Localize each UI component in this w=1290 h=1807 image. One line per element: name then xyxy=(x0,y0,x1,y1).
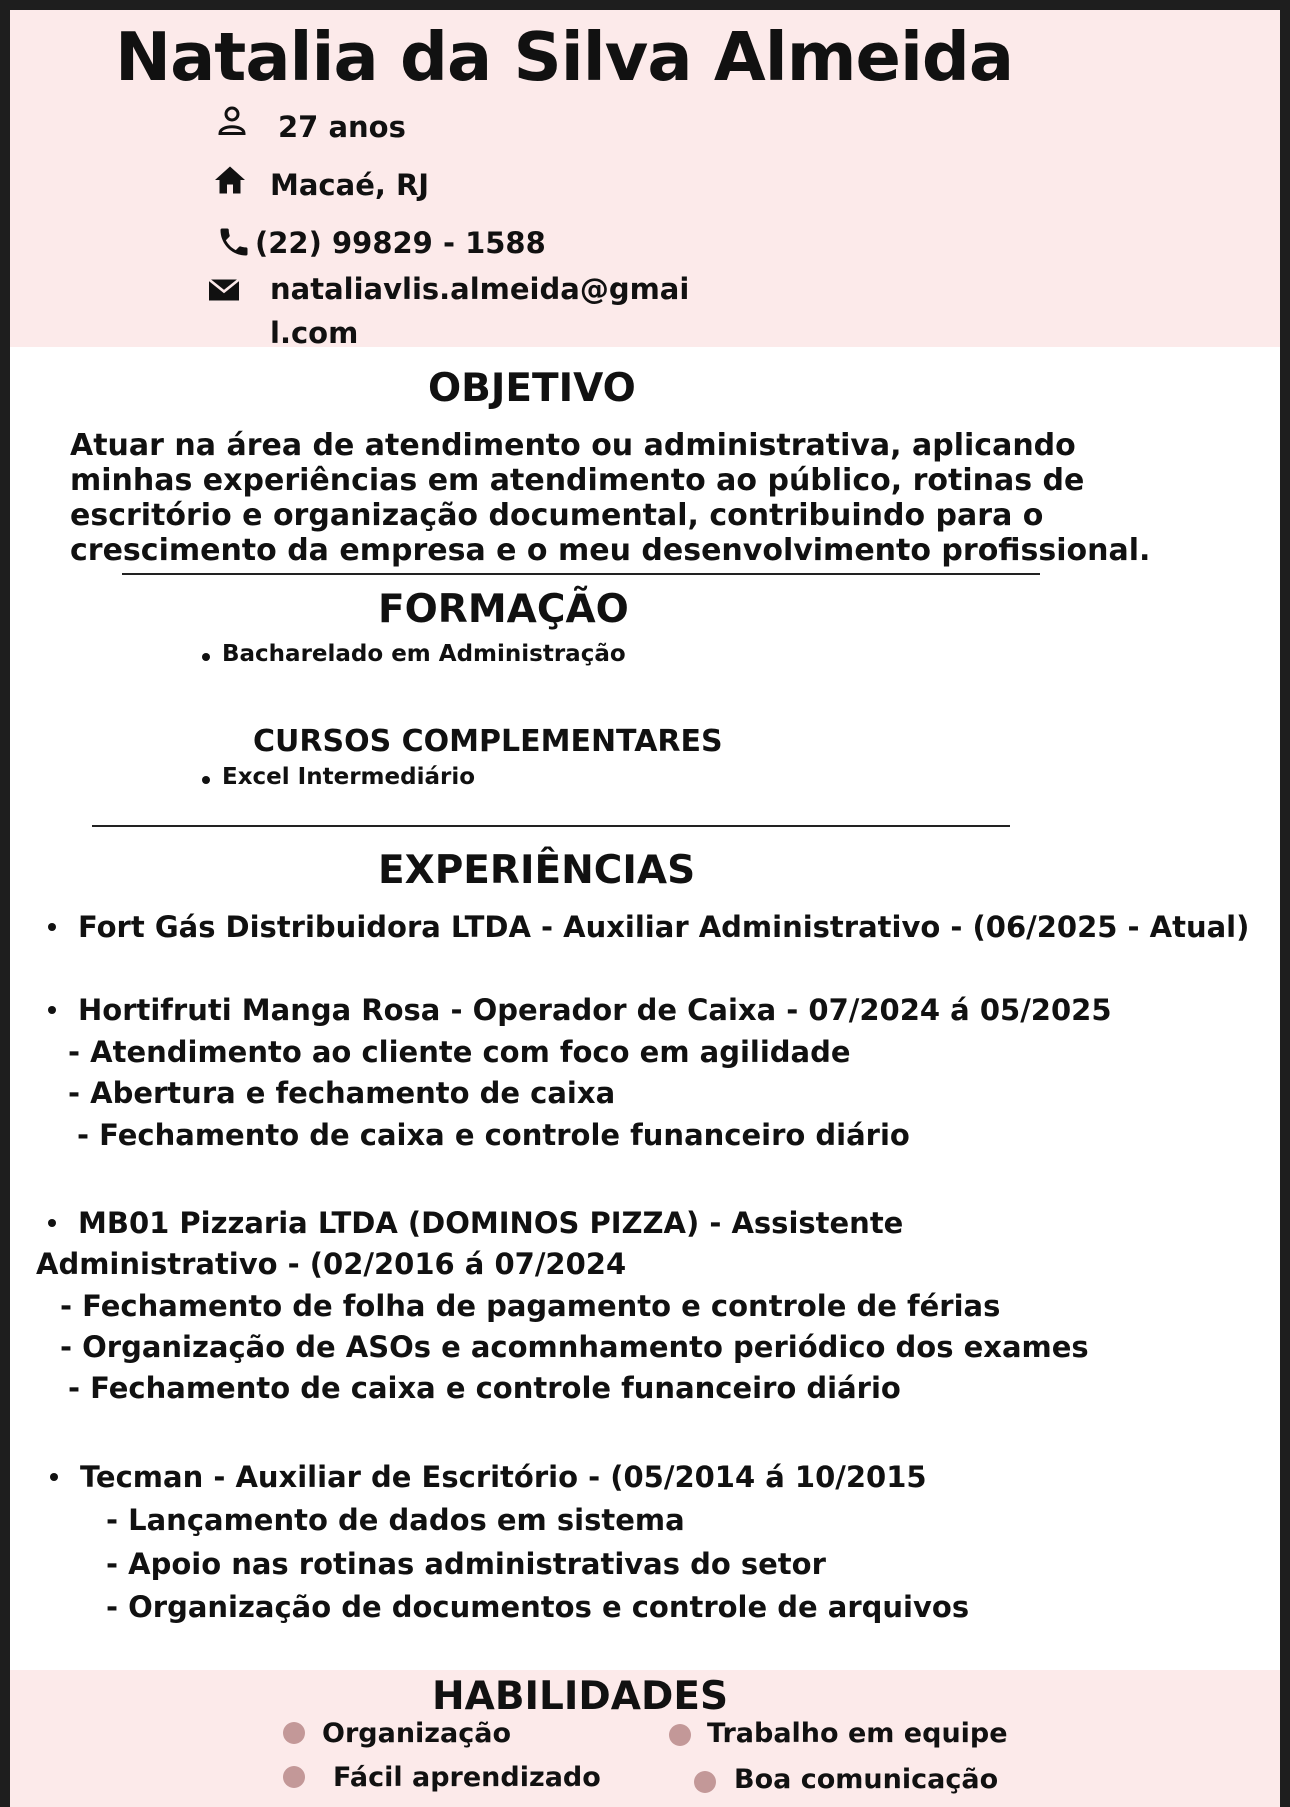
job-detail: - Fechamento de caixa e controle funanceiro diário xyxy=(68,1371,901,1405)
objetivo-line: crescimento da empresa e o meu desenvolvimento profissional. xyxy=(70,533,1151,568)
home-icon xyxy=(212,162,248,198)
job-detail: - Lançamento de dados em sistema xyxy=(106,1503,685,1537)
objetivo-heading: OBJETIVO xyxy=(428,366,636,411)
objetivo-line: escritório e organização documental, contribuindo para o xyxy=(70,498,1044,533)
job-detail: - Fechamento de folha de pagamento e controle de férias xyxy=(60,1289,1001,1323)
job-detail: - Abertura e fechamento de caixa xyxy=(68,1076,616,1110)
job-title: Tecman - Auxiliar de Escritório - (05/2014 á 10/2015 xyxy=(80,1460,927,1494)
bullet xyxy=(48,1006,56,1014)
bullet xyxy=(50,1473,58,1481)
age-text: 27 anos xyxy=(278,110,406,144)
job-title: MB01 Pizzaria LTDA (DOMINOS PIZZA) - Assistente xyxy=(78,1206,904,1240)
job-detail: - Apoio nas rotinas administrativas do setor xyxy=(106,1547,826,1581)
email-text-line2: l.com xyxy=(270,316,359,350)
objetivo-line: minhas experiências em atendimento ao público, rotinas de xyxy=(70,463,1085,498)
skill-dot xyxy=(669,1724,691,1746)
skill-item: Boa comunicação xyxy=(734,1764,999,1795)
job-detail: - Organização de documentos e controle de arquivos xyxy=(106,1590,970,1624)
candidate-name: Natalia da Silva Almeida xyxy=(115,18,1014,96)
person-icon xyxy=(214,102,250,138)
city-text: Macaé, RJ xyxy=(270,168,430,202)
resume-page xyxy=(10,10,1280,1807)
bullet xyxy=(48,1219,56,1227)
job-title: Fort Gás Distribuidora LTDA - Auxiliar Administrativo - (06/2025 - Atual) xyxy=(78,910,1250,944)
habilidades-heading: HABILIDADES xyxy=(432,1674,729,1719)
skill-dot xyxy=(694,1771,716,1793)
curso-item: Excel Intermediário xyxy=(222,764,475,790)
bullet xyxy=(202,653,210,661)
phone-icon xyxy=(216,224,252,260)
job-detail: - Organização de ASOs e acomnhamento periódico dos exames xyxy=(60,1330,1089,1364)
skill-item: Trabalho em equipe xyxy=(707,1718,1008,1749)
skill-dot xyxy=(283,1722,305,1744)
section-divider xyxy=(92,825,1010,827)
objetivo-line: Atuar na área de atendimento ou administrativa, aplicando xyxy=(70,428,1076,463)
mail-icon xyxy=(206,272,242,308)
job-detail: - Fechamento de caixa e controle funanceiro diário xyxy=(77,1118,910,1152)
formacao-heading: FORMAÇÃO xyxy=(378,587,629,632)
phone-text: (22) 99829 - 1588 xyxy=(255,226,546,260)
experiencias-heading: EXPERIÊNCIAS xyxy=(378,848,696,893)
skill-item: Organização xyxy=(322,1718,511,1749)
job-title-continued: Administrativo - (02/2016 á 07/2024 xyxy=(36,1247,627,1281)
section-divider xyxy=(122,573,1040,575)
cursos-heading: CURSOS COMPLEMENTARES xyxy=(253,724,723,759)
formacao-item: Bacharelado em Administração xyxy=(222,641,626,667)
bullet xyxy=(202,776,210,784)
skill-dot xyxy=(283,1766,305,1788)
email-text-line1: nataliavlis.almeida@gmai xyxy=(270,272,690,306)
job-detail: - Atendimento ao cliente com foco em agilidade xyxy=(68,1035,851,1069)
job-title: Hortifruti Manga Rosa - Operador de Caixa - 07/2024 á 05/2025 xyxy=(78,993,1112,1027)
skill-item: Fácil aprendizado xyxy=(333,1762,601,1793)
objetivo-paragraph xyxy=(70,428,1230,568)
bullet xyxy=(48,923,56,931)
